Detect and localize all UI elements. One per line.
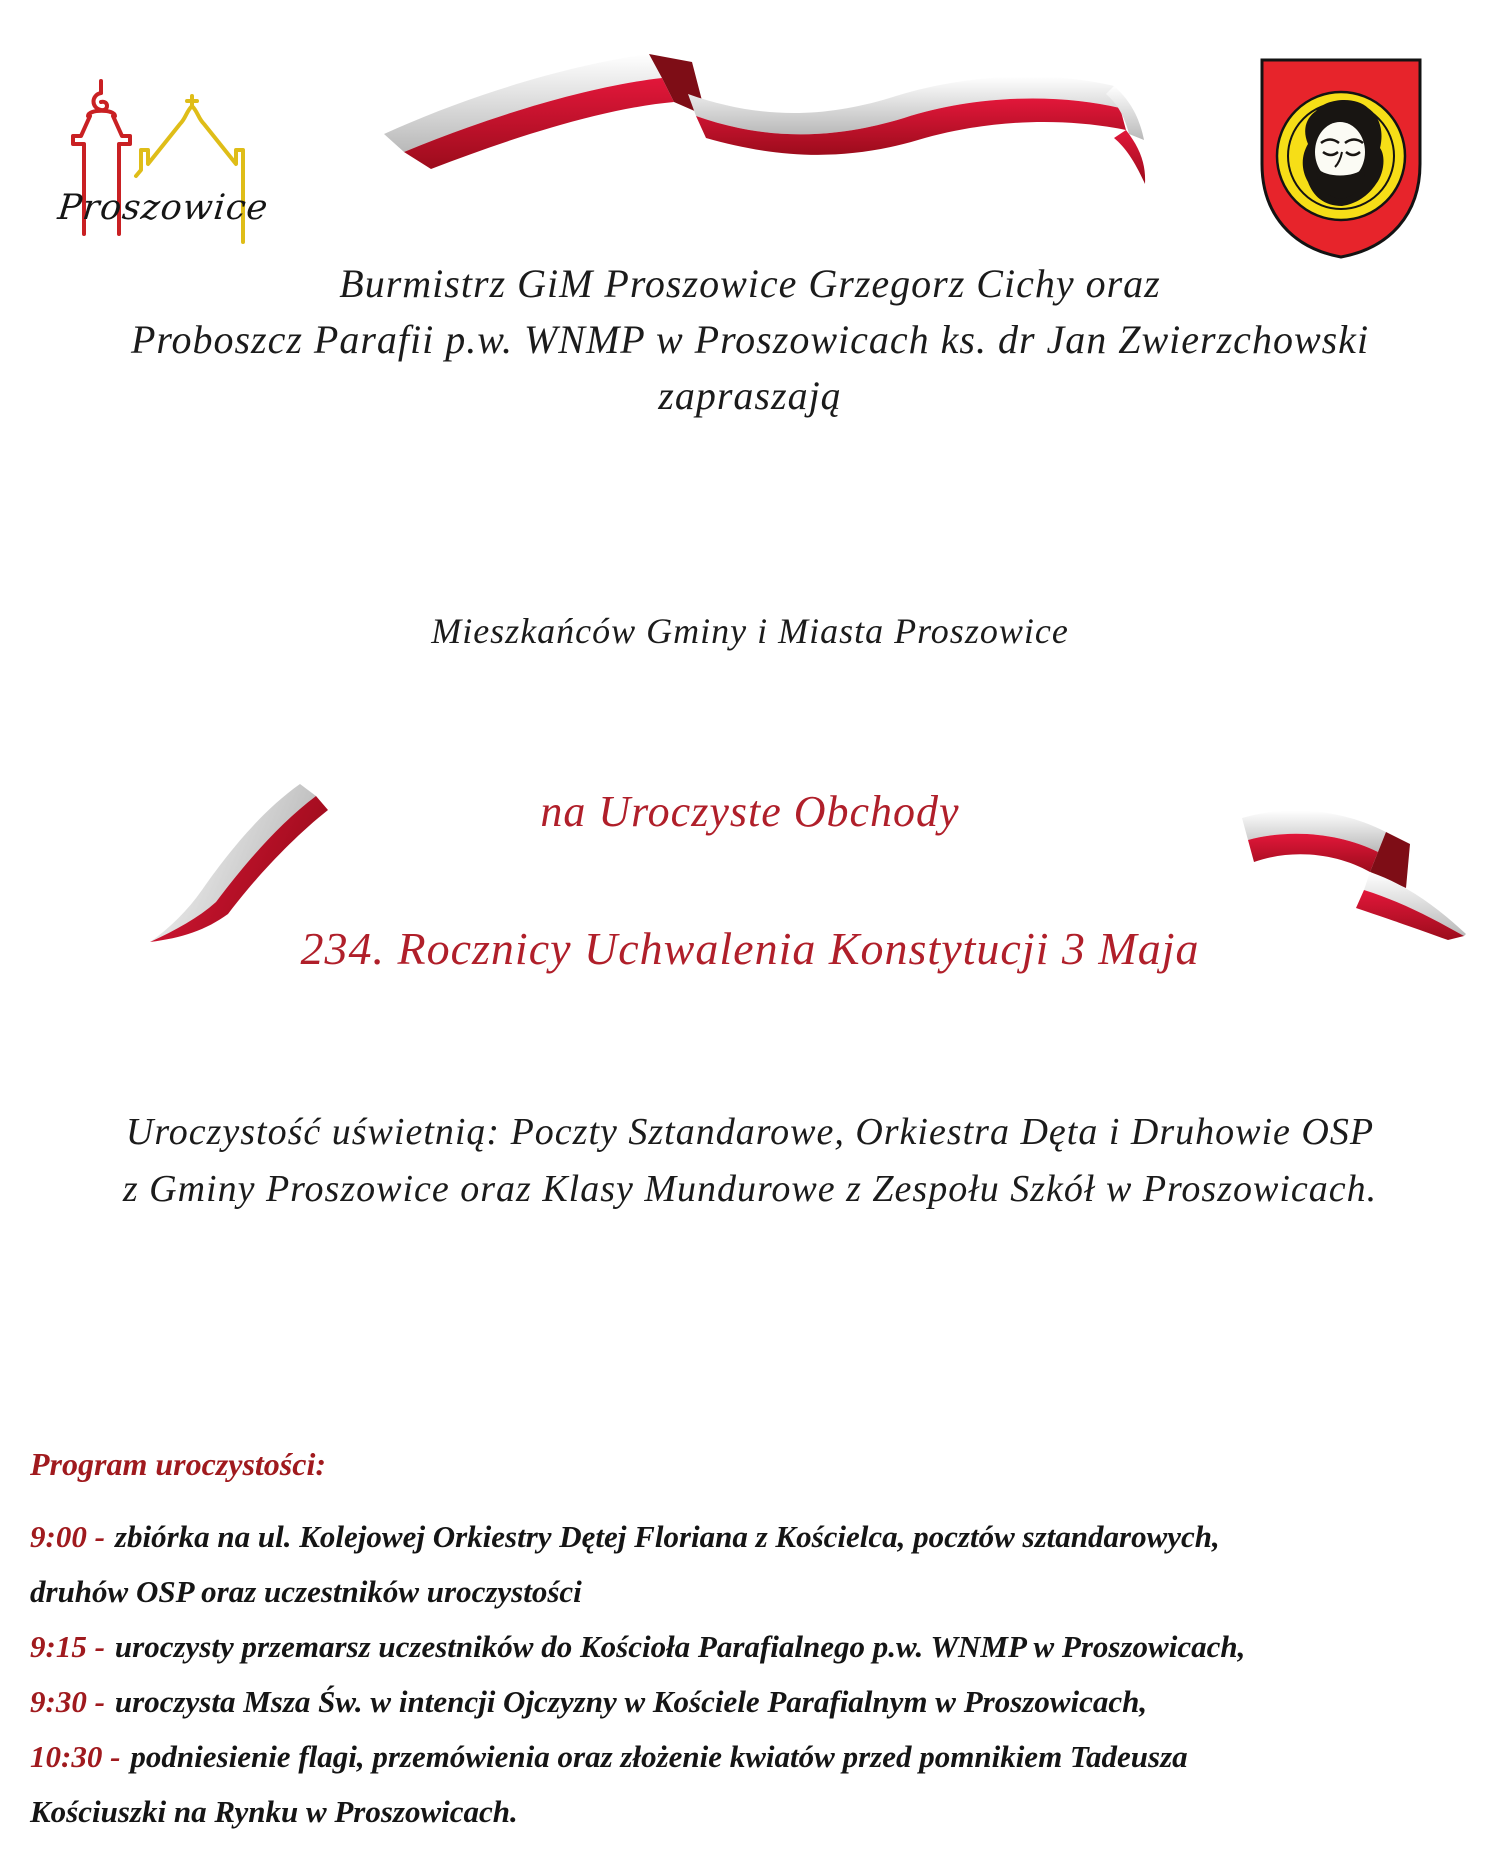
- details-line-1: Uroczystość uświetnią: Poczty Sztandarowe, Orkiestra Dęta i Druhowie OSP: [125, 1111, 1375, 1153]
- program-item-900: [30, 1509, 1470, 1619]
- program-heading: Program uroczystości:: [30, 1446, 326, 1482]
- city-logo: [48, 78, 271, 248]
- program-text-930: uroczysta Msza Św. w intencji Ojczyzny w Kościele Parafialnym w Proszowicach,: [114, 1684, 1148, 1719]
- program-text-900: zbiórka na ul. Kolejowej Orkiestry Dętej Floriana z Kościelca, pocztów sztandarowych,: [114, 1519, 1220, 1554]
- program-text-900-cont: druhów OSP oraz uczestników uroczystości: [30, 1574, 582, 1609]
- program-item-930: [30, 1674, 1470, 1729]
- program-time-915: 9:15 -: [30, 1629, 105, 1664]
- flag-ribbon-left-icon: [140, 782, 330, 952]
- host-line-2: Proboszcz Parafii p.w. WNMP w Proszowicach ks. dr Jan Zwierzchowski: [130, 317, 1370, 362]
- details-line-2: z Gminy Proszowice oraz Klasy Mundurowe z Zespołu Szkół w Proszowicach.: [122, 1168, 1378, 1210]
- event-details: [0, 1104, 1500, 1218]
- flag-ribbon-top-icon: [356, 34, 1168, 192]
- flag-ribbon-right-icon: [1234, 800, 1474, 940]
- program-time-930: 9:30 -: [30, 1684, 105, 1719]
- program-time-900: 9:00 -: [30, 1519, 105, 1554]
- invite-word: zapraszają: [658, 373, 842, 418]
- city-logo-text: Proszowice: [55, 188, 271, 228]
- program-item-1030: [30, 1729, 1470, 1839]
- recipients-line: Mieszkańców Gminy i Miasta Proszowice: [431, 611, 1069, 651]
- program-time-1030: 10:30 -: [30, 1739, 121, 1774]
- event-title-line: 234. Rocznicy Uchwalenia Konstytucji 3 Maja: [300, 923, 1200, 974]
- program-item-915: [30, 1619, 1470, 1674]
- program-section: [30, 1446, 1470, 1839]
- program-text-915: uroczysty przemarsz uczestników do Kościoła Parafialnego p.w. WNMP w Proszowicach,: [114, 1629, 1246, 1664]
- event-intro-line: na Uroczyste Obchody: [540, 787, 960, 836]
- invitation-header: [0, 256, 1500, 424]
- coat-of-arms-icon: [1256, 56, 1426, 261]
- program-text-1030: podniesienie flagi, przemówienia oraz złożenie kwiatów przed pomnikiem Tadeusza: [130, 1739, 1188, 1774]
- program-text-1030-cont: Kościuszki na Rynku w Proszowicach.: [30, 1794, 518, 1829]
- host-line-1: Burmistrz GiM Proszowice Grzegorz Cichy oraz: [339, 261, 1161, 306]
